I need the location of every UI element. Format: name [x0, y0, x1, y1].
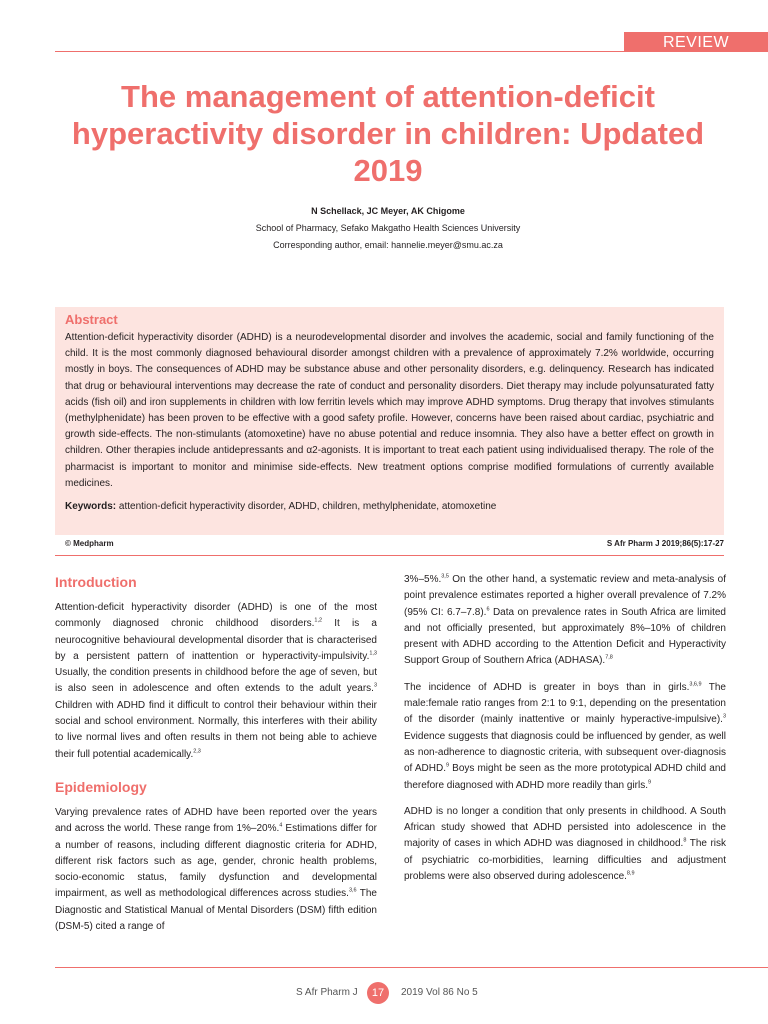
reference-marker: 3	[373, 683, 377, 690]
introduction-heading: Introduction	[55, 574, 137, 590]
reference-marker: 3,6,9	[689, 681, 702, 688]
epidemiology-paragraph: Varying prevalence rates of ADHD have been reported over the years and across the world. These range from 1%–20%.$^4$ Estimations differ for a number of reasons, including different diagnostic criteria for ADHD, different risk factors such as age, gender, chronic health problems, socio-economic status, family dysfunction and developmental impairment, as well as methodological differences across studies.$^{3,6}$ The Diagnostic and Statistical Manual of Mental Disorders (DSM) fifth edition (DSM-5) cited a range of	[55, 806, 377, 933]
reference-marker: 3,6	[348, 888, 357, 895]
page-number: 17	[367, 982, 389, 1004]
reference-marker: 8	[683, 838, 687, 845]
authors: N Schellack, JC Meyer, AK Chigome	[311, 206, 465, 216]
right-column	[404, 572, 726, 895]
publication-line	[55, 539, 724, 553]
affiliation: School of Pharmacy, Sefako Makgatho Health Sciences University	[255, 223, 521, 233]
abstract-text: Attention-deficit hyperactivity disorder (ADHD) is a neurodevelopmental disorder and involves the academic, social and family functioning of the child. It is the most commonly diagnosed behavioural disorder amongst children with a prevalence of approximately 7.2% worldwide, occurring mostly in boys. The consequences of ADHD may be substance abuse and other personality disorders, e.g. delinquency. Research has indicated that drug or behavioural interventions may decrease the rate of conduct and personality disorders. Diet therapy may include polyunsaturated fatty acids (fish oil) and iron supplements in children with low ferritin levels which may improve ADHD symptoms. Drug therapy that involves stimulants (methylphenidate) has been proven to be effective with a good safety profile. However, concerns have been raised about cardiac, psychiatric and growth side-effects. The non-stimulants (atomoxetine) have no abuse potential and reduce insomnia. They also have a better effect on growth in children. Other therapies include antidepressants and α2-agonists. It is important to treat each patient using individualised therapy. The role of the pharmacist is important to monitor and minimise side-effects. New treatment options comprise modified formulations of currently available medicines.	[65, 332, 714, 489]
corresponding-author: Corresponding author, email: hannelie.meyer@smu.ac.za	[273, 240, 503, 250]
footer-journal: S Afr Pharm J	[296, 987, 358, 998]
publication-rule	[55, 555, 724, 556]
gender-paragraph: The incidence of ADHD is greater in boys than in girls.$^{3,6,9}$ The male:female ratio ranges from 2:1 to 9:1, depending on the presentation of the disorder (mainly inattentive or mainly hyperactive-impulsive).$^3$ Evidence suggests that diagnosis could be influenced by gender, as well as non-adherence to diagnostic criteria, with subsequent over-diagnosis of ADHD.$^9$ Boys might be seen as the more prototypical ADHD child and therefore diagnosed with ADHD more readily than girls.$^9$	[404, 681, 726, 791]
copyright: © Medpharm	[65, 539, 114, 548]
reference-marker: 6	[486, 606, 490, 613]
footer	[0, 982, 768, 1004]
reference-marker: 8,9	[626, 870, 635, 877]
abstract-box	[55, 307, 724, 535]
introduction-paragraph: Attention-deficit hyperactivity disorder (ADHD) is one of the most commonly diagnosed chronic childhood disorders.$^{1,2}$ It is a neurocognitive behavioural developmental disorder that is characterised by a persistent pattern of inattention or hyperactivity-impulsivity.$^{1,3}$ Usually, the condition presents in childhood before the age of seven, but is also seen in adolescence and often extends to the adult years.$^3$ Children with ADHD find it difficult to control their behaviour within their social and school environment. Normally, this interferes with their ability to live normal lives and often results in them not being able to achieve their full potential academically.$^{2,3}$	[55, 602, 377, 760]
keywords-list: attention-deficit hyperactivity disorder, ADHD, children, methylphenidate, atomoxetine	[118, 501, 497, 513]
section-tab: REVIEW	[624, 32, 768, 52]
footer-rule	[55, 967, 768, 968]
footer-volume: 2019 Vol 86 No 5	[401, 987, 478, 998]
reference-marker: 9	[446, 762, 450, 769]
reference-marker: 4	[279, 822, 283, 829]
reference-marker: 1,3	[369, 650, 377, 657]
citation: S Afr Pharm J 2019;86(5):17-27	[606, 539, 724, 548]
keywords-label: Keywords:	[65, 501, 117, 513]
reference-marker: 7,8	[605, 655, 613, 662]
reference-marker: 9	[648, 779, 652, 786]
article-title: The management of attention-deficit hyperactivity disorder in children: Updated 2019	[71, 79, 705, 188]
left-column	[55, 572, 377, 945]
adolescence-paragraph: ADHD is no longer a condition that only presents in childhood. A South African study showed that ADHD persisted into adolescence in the majority of cases in which ADHD was diagnosed in childhood.$^8$ The risk of psychiatric co-morbidities, learning difficulties and adjustment problems were also observed during adolescence.$^{8,9}$	[404, 805, 726, 883]
epidemiology-heading: Epidemiology	[55, 778, 147, 795]
reference-marker: 1,2	[314, 617, 323, 624]
keywords	[65, 499, 714, 515]
reference-marker: 2,3	[193, 748, 201, 755]
prevalence-paragraph: 3%–5%.$^{3,5}$ On the other hand, a systematic review and meta-analysis of point prevalence estimates reported a higher overall prevalence of 7.2% (95% CI: 6.7–7.8).$^6$ Data on prevalence rates in South Africa are limited and not officially presented, but approximately 8%–10% of children present with ADHD according to the Attention Deficit and Hyperactivity Support Group of Southern Africa (ADHASA).$^{7,8}$	[404, 573, 726, 667]
reference-marker: 3,5	[441, 573, 449, 580]
abstract-heading: Abstract	[65, 312, 118, 327]
reference-marker: 3	[722, 714, 726, 721]
